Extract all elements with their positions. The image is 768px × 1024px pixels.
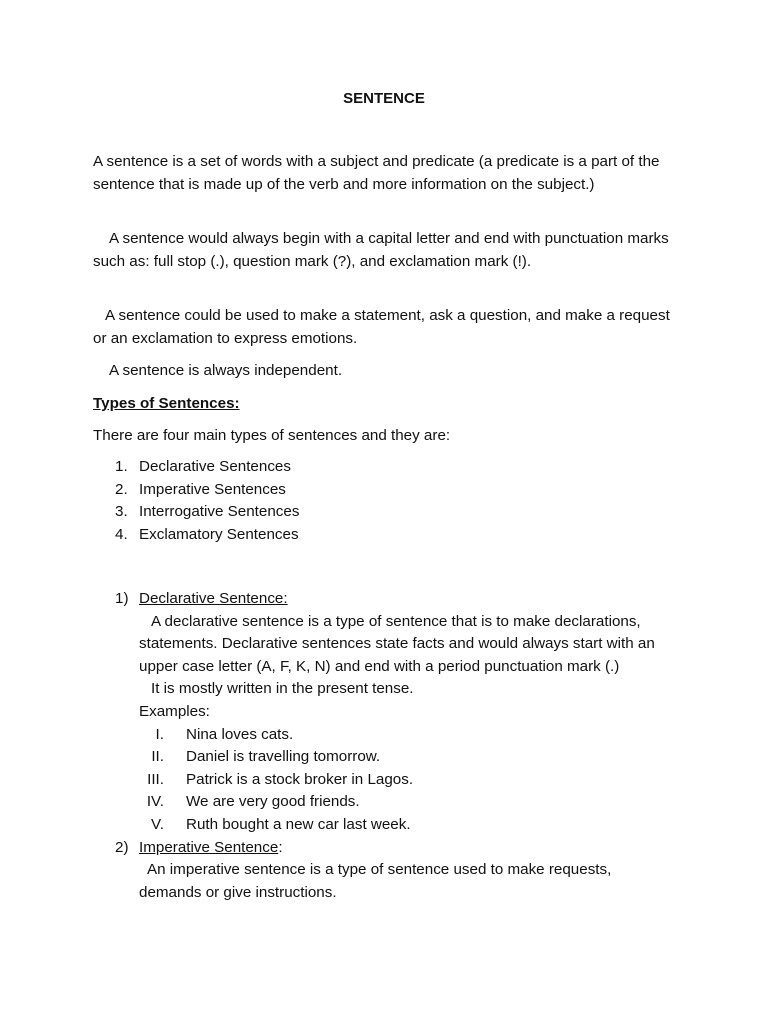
example-text: We are very good friends. bbox=[186, 793, 360, 811]
examples-label: Examples: bbox=[139, 702, 210, 720]
example-text: Daniel is travelling tomorrow. bbox=[186, 748, 381, 766]
list-label: Declarative Sentences bbox=[139, 458, 291, 475]
types-heading: Types of Sentences: bbox=[93, 395, 240, 412]
imperative-description: An imperative sentence is a type of sentence used to make requests, demands or give instructions. bbox=[139, 861, 612, 901]
list-item bbox=[139, 746, 693, 769]
list-number: 2. bbox=[115, 480, 128, 498]
declarative-tense-note: It is mostly written in the present tense. bbox=[151, 680, 414, 698]
roman-numeral: I. bbox=[155, 725, 164, 743]
imperative-heading: Imperative Sentence bbox=[139, 838, 279, 856]
list-item bbox=[93, 501, 693, 524]
imperative-body bbox=[139, 859, 669, 904]
list-item bbox=[139, 769, 693, 792]
list-label: Exclamatory Sentences bbox=[139, 525, 299, 543]
page-title: SENTENCE bbox=[343, 90, 425, 107]
intro-paragraph-4: A sentence is always independent. bbox=[109, 362, 343, 379]
intro-paragraph-2: A sentence would always begin with a capital letter and end with punctuation marks such as: full stop (.), question mark (?), and exclamation mark (!). bbox=[93, 230, 669, 270]
list-item bbox=[139, 791, 693, 814]
list-number: 4. bbox=[115, 525, 128, 543]
section-number: 2) bbox=[115, 838, 129, 856]
example-text: Patrick is a stock broker in Lagos. bbox=[186, 770, 414, 788]
list-item bbox=[139, 724, 693, 747]
list-label: Interrogative Sentences bbox=[139, 503, 300, 521]
list-item bbox=[93, 479, 693, 502]
declarative-heading: Declarative Sentence: bbox=[139, 590, 288, 607]
roman-numeral: II. bbox=[151, 748, 164, 766]
declarative-section bbox=[93, 588, 693, 904]
section-number: 1) bbox=[115, 590, 129, 607]
list-label: Imperative Sentences bbox=[139, 480, 286, 498]
intro-paragraph-1: A sentence is a set of words with a subject and predicate (a predicate is a part of the sentence that is made up of the verb and more information on the subject.) bbox=[93, 153, 660, 193]
list-item bbox=[139, 814, 693, 837]
example-text: Ruth bought a new car last week. bbox=[186, 815, 411, 833]
examples-list bbox=[139, 724, 693, 837]
roman-numeral: IV. bbox=[146, 793, 164, 811]
types-lead: There are four main types of sentences and they are: bbox=[93, 427, 451, 444]
roman-numeral: V. bbox=[151, 815, 164, 833]
declarative-heading-row bbox=[93, 588, 693, 611]
types-list bbox=[93, 456, 693, 546]
example-text: Nina loves cats. bbox=[186, 725, 294, 743]
intro-paragraph-3: A sentence could be used to make a statement, ask a question, and make a request or an exclamation to express emotions. bbox=[93, 307, 670, 347]
imperative-colon: : bbox=[278, 838, 283, 856]
imperative-heading-row bbox=[93, 837, 693, 860]
declarative-body bbox=[139, 611, 669, 724]
list-number: 3. bbox=[115, 503, 128, 521]
declarative-description: A declarative sentence is a type of sentence that is to make declarations, statements. Declarative sentences state facts and would always start with an upper case letter (A, F, K, N) and end with a period punctuation mark (.) bbox=[139, 612, 655, 675]
roman-numeral: III. bbox=[147, 770, 164, 788]
list-item bbox=[93, 524, 693, 547]
list-number: 1. bbox=[115, 458, 128, 475]
list-item bbox=[93, 456, 693, 479]
